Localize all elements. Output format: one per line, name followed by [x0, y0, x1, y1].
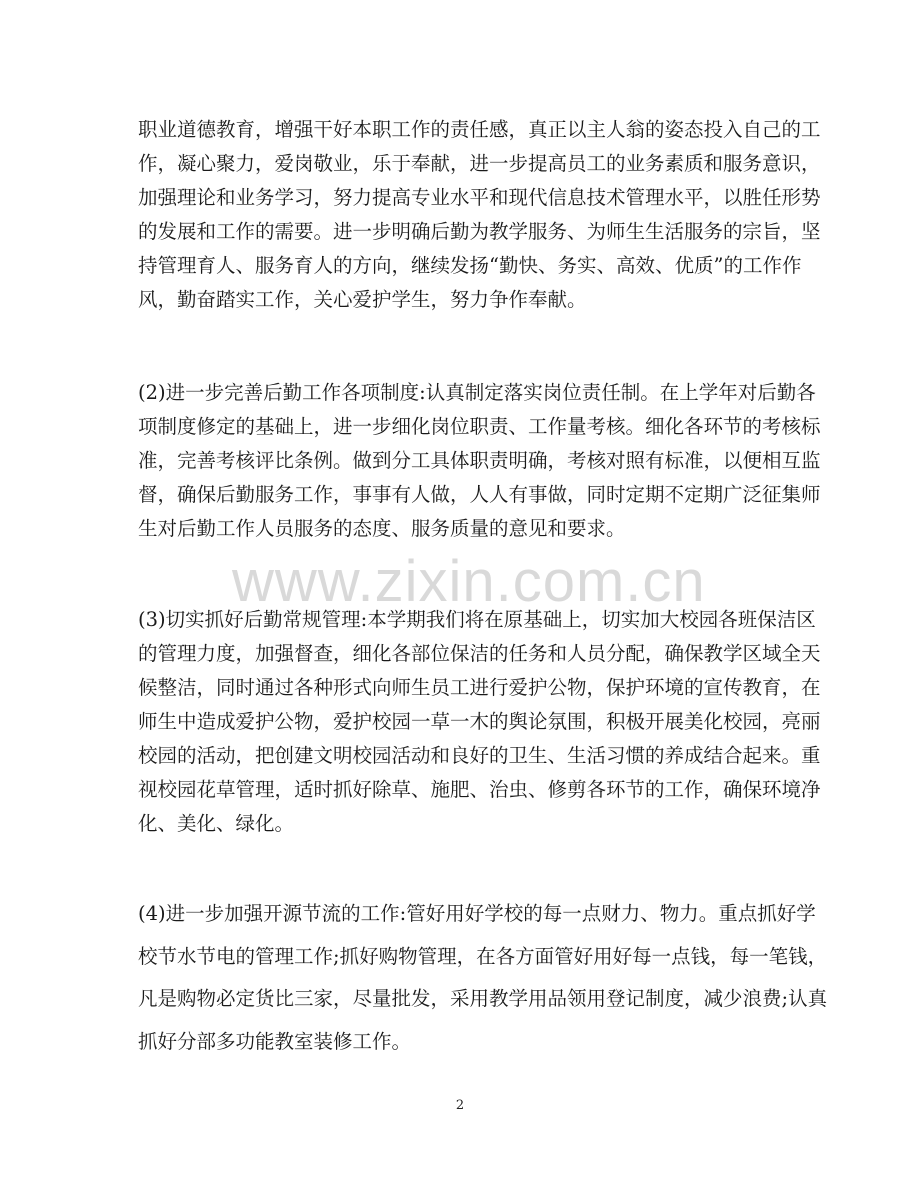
page-number: 2: [455, 1098, 465, 1113]
watermark: www.zixin.com.cn: [232, 549, 706, 614]
text-line: (3)切实抓好后勤常规管理:本学期我们将在原基础上，切实加大校园各班保洁区: [138, 608, 816, 631]
text-line: 作，凝心聚力，爱岗敬业，乐于奉献，进一步提高员工的业务素质和服务意识，: [138, 152, 821, 175]
text-line: 视校园花草管理，适时抓好除草、施肥、治虫、修剪各环节的工作，确保环境净: [138, 778, 821, 801]
text-line: 的发展和工作的需要。进一步明确后勤为教学服务、为师生生活服务的宗旨，坚: [138, 220, 821, 243]
text-line: 督，确保后勤服务工作，事事有人做，人人有事做，同时定期不定期广泛征集师: [138, 483, 821, 506]
text-line: (2)进一步完善后勤工作各项制度:认真制定落实岗位责任制。在上学年对后勤各: [138, 381, 816, 404]
text-line: 化、美化、绿化。: [138, 812, 295, 835]
text-line: 生对后勤工作人员服务的态度、服务质量的意见和要求。: [138, 517, 626, 540]
text-line: 持管理育人、服务育人的方向，继续发扬“勤快、务实、高效、优质”的工作作: [138, 254, 802, 277]
text-line: 校节水节电的管理工作;抓好购物管理，在各方面管好用好每一点钱，每一笔钱，: [138, 944, 828, 968]
text-line: 的管理力度，加强督查，细化各部位保洁的任务和人员分配，确保教学区域全天: [138, 642, 821, 665]
text-line: 准，完善考核评比条例。做到分工具体职责明确，考核对照有标准，以便相互监: [138, 449, 821, 472]
text-line: (4)进一步加强开源节流的工作:管好用好学校的每一点财力、物力。重点抓好学: [138, 902, 816, 925]
text-line: 师生中造成爱护公物，爱护校园一草一木的舆论氛围，积极开展美化校园，亮丽: [138, 710, 821, 733]
paragraph-item-4-cost-saving: [138, 893, 828, 1063]
paragraph-item-3-routine-management: [138, 603, 821, 841]
text-line: 抓好分部多功能教室装修工作。: [138, 1029, 412, 1053]
text-line: 候整洁，同时通过各种形式向师生员工进行爱护公物，保护环境的宣传教育，在: [138, 676, 821, 699]
text-line: 职业道德教育，增强干好本职工作的责任感，真正以主人翁的姿态投入自己的工: [138, 118, 821, 141]
text-line: 校园的活动，把创建文明校园活动和良好的卫生、生活习惯的养成结合起来。重: [138, 744, 821, 767]
paragraph-item-2-systems: [138, 376, 821, 546]
paragraph-professional-ethics: [138, 113, 821, 317]
text-line: 项制度修定的基础上，进一步细化岗位职责、工作量考核。细化各环节的考核标: [138, 415, 821, 438]
text-line: 风，勤奋踏实工作，关心爱护学生，努力争作奉献。: [138, 288, 587, 311]
text-line: 凡是购物必定货比三家，尽量批发，采用教学用品领用登记制度，减少浪费;认真: [138, 987, 828, 1010]
text-line: 加强理论和业务学习，努力提高专业水平和现代信息技术管理水平，以胜任形势: [138, 186, 821, 209]
